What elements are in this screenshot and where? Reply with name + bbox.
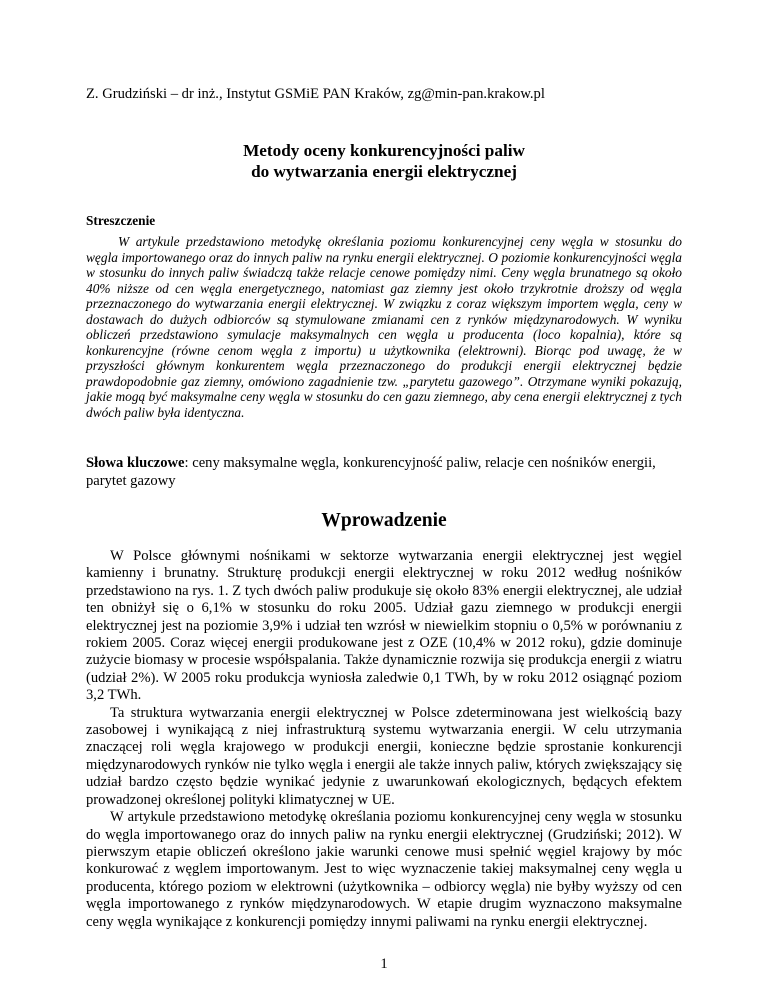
body-paragraph: W artykule przedstawiono metodykę określania poziomu konkurencyjnej ceny węgla w stosunku do węgla importowanego oraz do innych paliw na rynku energii elektrycznej (Grudziński; 2012). W pierwszym etapie obliczeń określono jakie warunki cenowe musi spełnić węgiel krajowy by móc konkurować z węglem importowanym. Jest to więc wyznaczenie takiej maksymalnej ceny węgla u producenta, którego poziom w elektrowni (użytkownika – odbiorcy węgla) nie byłby wyższy od cen węgla importowanego z rynków międzynarodowych. W etapie drugim wyznaczono maksymalne ceny węgla wynikające z konkurencji pomiędzy innymi paliwami na rynku energii elektrycznej. bbox=[86, 809, 682, 930]
keywords bbox=[86, 454, 682, 490]
body-paragraph: W Polsce głównymi nośnikami w sektorze wytwarzania energii elektrycznej jest węgiel kamienny i brunatny. Strukturę produkcji energii elektrycznej w roku 2012 według nośników przedstawiono na rys. 1. Z tych dwóch paliw produkuje się około 83% energii elektrycznej, ale udział ten obniżył się o 6,1% w stosunku do roku 2005. Udział gazu ziemnego w produkcji energii elektrycznej jest na poziomie 3,9% i udział ten wzrósł w niewielkim stopniu o 0,5% w porównaniu z rokiem 2005. Coraz więcej energii produkowane jest z OZE (10,4% w 2012 roku), gdzie dominuje zużycie biomasy w procesie współspalania. Także dynamicznie rozwija się produkcja energii z wiatru (udział 2%). W 2005 roku produkcja wyniosła zaledwie 0,1 TWh, by w roku 2012 osiągnąć poziom 3,2 TWh. bbox=[86, 548, 682, 704]
introduction-body bbox=[86, 548, 682, 931]
abstract-text: W artykule przedstawiono metodykę określania poziomu konkurencyjnej ceny węgla w stosunku do węgla importowanego oraz do innych paliw na rynku energii elektrycznej. O poziomie konkurencyjności węgla w stosunku do innych paliw świadczą także relacje cenowe pomiędzy nimi. Ceny węgla brunatnego są około 40% niższe od cen węgla energetycznego, natomiast gaz ziemny jest około trzykrotnie droższy od węgla przeznaczonego do wytwarzania energii elektrycznej. W związku z coraz większym importem węgla, ceny w dostawach do dużych odbiorców są stymulowane zmianami cen z rynków międzynarodowych. W wyniku obliczeń przedstawiono symulacje maksymalnych cen węgla u producenta (loco kopalnia), które są konkurencyjne (równe cenom węgla z importu) u użytkownika (elektrowni). Biorąc pod uwagę, że w przyszłości głównym konkurentem węgla przeznaczonego do produkcji energii elektrycznej będzie prawdopodobnie gaz ziemny, omówiono zagadnienie tzw. „parytetu gazowego”. Otrzymane wyniki pokazują, jakie mogą być maksymalne ceny węgla w stosunku do cen gazu ziemnego, aby cena energii elektrycznej z tych dwóch paliw była identyczna. bbox=[86, 234, 682, 420]
section-heading-introduction: Wprowadzenie bbox=[321, 510, 447, 531]
page-number: 1 bbox=[380, 956, 388, 972]
keywords-label: Słowa kluczowe bbox=[86, 455, 185, 471]
paper-title-line-2: do wytwarzania energii elektrycznej bbox=[251, 162, 517, 181]
paper-title bbox=[0, 140, 768, 182]
abstract-heading: Streszczenie bbox=[86, 213, 156, 228]
keywords-text: : ceny maksymalne węgla, konkurencyjność paliw, relacje cen nośników energii, parytet gazowy bbox=[86, 455, 656, 489]
body-paragraph: Ta struktura wytwarzania energii elektrycznej w Polsce zdeterminowana jest wielkością bazy zasobowej i wynikającą z niej infrastrukturą systemu wytwarzania energii. W celu utrzymania znaczącej roli węgla krajowego w produkcji energii, konieczne będzie sprostanie konkurencji międzynarodowych rynków nie tylko węgla i energii ale także innych paliw, których zwiększający się udział bardzo często będzie wynikać jedynie z uwarunkowań ekologicznych, będących efektem prowadzonej określonej polityki klimatycznej w UE. bbox=[86, 704, 682, 808]
paper-title-line-1: Metody oceny konkurencyjności paliw bbox=[243, 141, 525, 160]
author-line: Z. Grudziński – dr inż., Instytut GSMiE PAN Kraków, zg@min-pan.krakow.pl bbox=[86, 86, 545, 102]
